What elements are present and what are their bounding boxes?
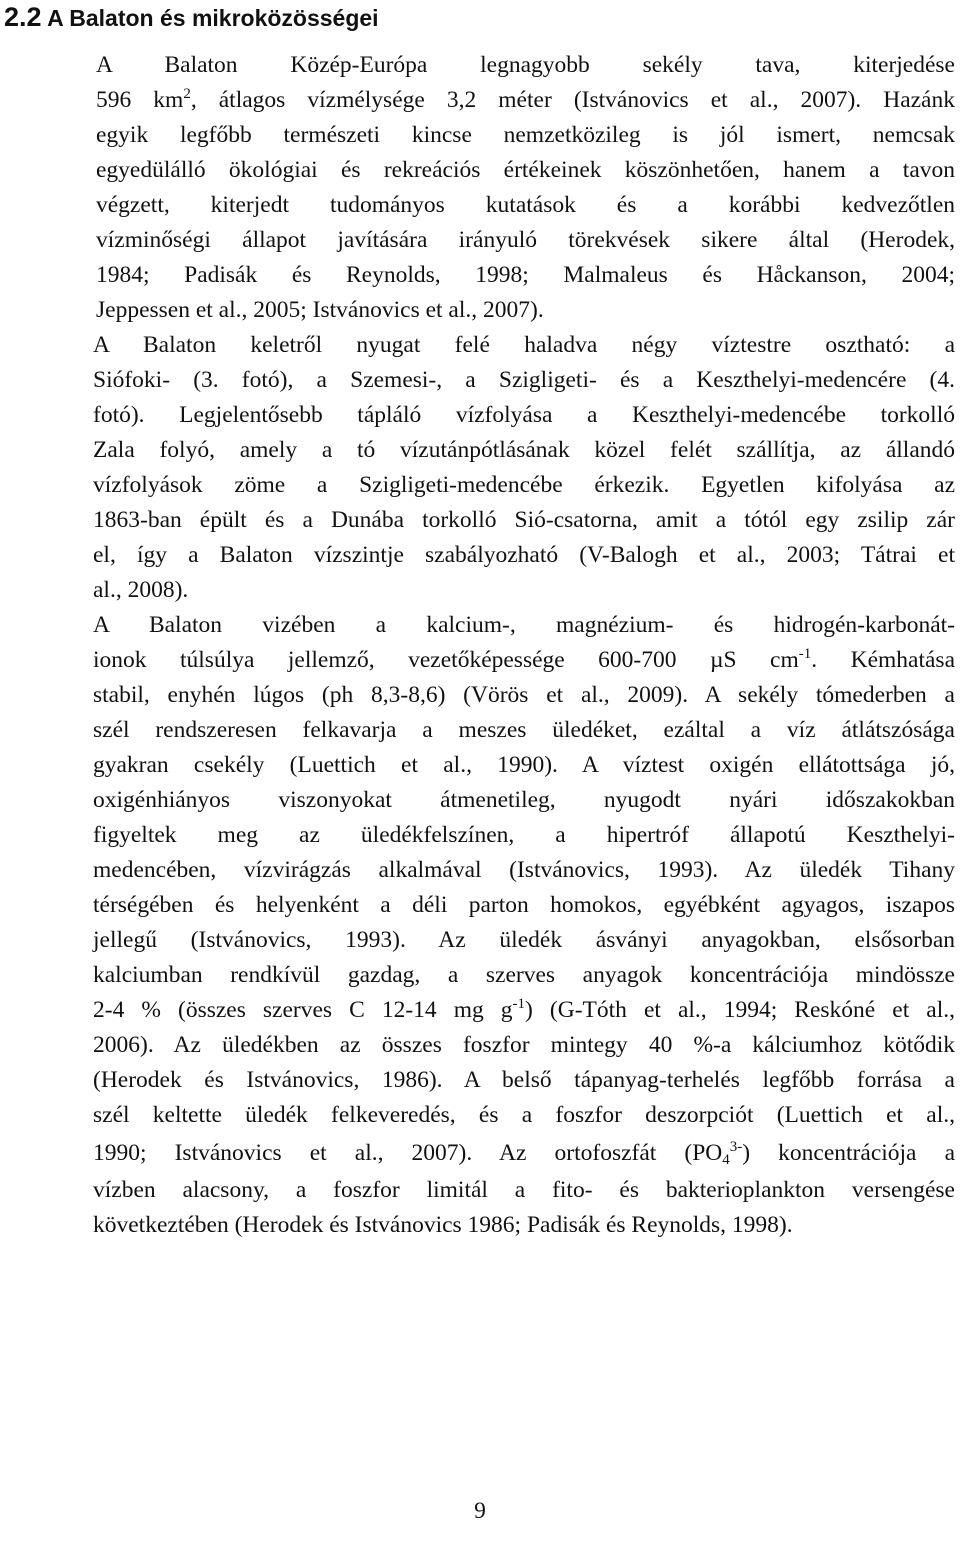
text-line: szél keltette üledék felkeveredés, és a foszfor deszorpciót (Luettich et al., — [93, 1102, 955, 1128]
text-line: 2-4 % (összes szerves C 12-14 mg $g^{-1}$) (G-Tóth et al., 1994; Reskóné et al., — [93, 996, 955, 1023]
text-line: al., 2008). — [93, 577, 189, 603]
text-line: A Balaton vizében a kalcium-, magnézium- és hidrogén-karbonát- — [93, 612, 955, 638]
text-line: 1863-ban épült és a Dunába torkolló Sió-csatorna, amit a tótól egy zsilip zár — [93, 507, 955, 533]
text-line: 1984; Padisák és Reynolds, 1998; Malmaleus és Håckanson, 2004; — [96, 262, 955, 288]
superscript: 3- — [729, 1139, 743, 1155]
text-line: oxigénhiányos viszonyokat átmenetileg, nyugodt nyári időszakokban — [93, 787, 955, 813]
text-line: 1990; Istvánovics et al., 2007). Az ortofoszfát $(PO_4^{3-})$ koncentrációja a — [93, 1139, 955, 1168]
text-line: figyeltek meg az üledékfelszínen, a hipertróf állapotú Keszthelyi- — [93, 822, 955, 848]
text-line: (Herodek és Istvánovics, 1986). A belső tápanyag-terhelés legfőbb forrása a — [93, 1067, 955, 1093]
text-line: vízminőségi állapot javítására irányuló törekvések sikere által (Herodek, — [96, 227, 955, 253]
text-line: szél rendszeresen felkavarja a meszes üledéket, ezáltal a víz átlátszósága — [93, 717, 955, 743]
text-line: el, így a Balaton vízszintje szabályozható (V-Balogh et al., 2003; Tátrai et — [93, 542, 955, 568]
text-line: vízben alacsony, a foszfor limitál a fito- és bakterioplankton versengése — [93, 1177, 955, 1203]
superscript: -1 — [512, 996, 526, 1012]
text-line: A Balaton keletről nyugat felé haladva négy víztestre osztható: a — [93, 332, 955, 358]
text-line: A Balaton Közép-Európa legnagyobb sekély tava, kiterjedése — [96, 52, 955, 78]
paragraph-1 — [4, 48, 955, 328]
text-line: ionok túlsúlya jellemző, vezetőképessége 600-700 µS $cm^{-1}$. Kémhatása — [93, 646, 956, 673]
paragraph-3 — [4, 608, 955, 1243]
section-number: 2.2 — [4, 2, 42, 32]
text-line: Siófoki- (3. fotó), a Szemesi-, a Szigligeti- és a Keszthelyi-medencére (4. — [93, 367, 955, 393]
text-line: 2006). Az üledékben az összes foszfor mintegy 40 %-a kálciumhoz kötődik — [93, 1032, 955, 1058]
text-line: stabil, enyhén lúgos (ph 8,3-8,6) (Vörös et al., 2009). A sekély tómederben a — [93, 682, 955, 708]
text-line: Zala folyó, amely a tó vízutánpótlásának közel felét szállítja, az állandó — [93, 437, 955, 463]
text-line: gyakran csekély (Luettich et al., 1990). A víztest oxigén ellátottsága jó, — [93, 752, 955, 778]
text-line: végzett, kiterjedt tudományos kutatások és a korábbi kedvezőtlen — [96, 192, 955, 218]
text-line: fotó). Legjelentősebb tápláló vízfolyása a Keszthelyi-medencébe torkolló — [93, 402, 955, 428]
text-line: 596 $km^2$, átlagos vízmélysége 3,2 méter (Istvánovics et al., 2007). Hazánk — [96, 86, 955, 113]
text-line: jellegű (Istvánovics, 1993). Az üledék ásványi anyagokban, elsősorban — [93, 927, 955, 953]
text-line: kalciumban rendkívül gazdag, a szerves anyagok koncentrációja mindössze — [93, 962, 955, 988]
text-line: medencében, vízvirágzás alkalmával (Istvánovics, 1993). Az üledék Tihany — [93, 857, 955, 883]
superscript: -1 — [798, 646, 812, 662]
text-line: egyik legfőbb természeti kincse nemzetközileg is jól ismert, nemcsak — [96, 122, 955, 148]
text-line: térségében és helyenként a déli parton homokos, egyébként agyagos, iszapos — [93, 892, 955, 918]
text-line: vízfolyások zöme a Szigligeti-medencébe érkezik. Egyetlen kifolyása az — [93, 472, 955, 498]
text-line: Jeppessen et al., 2005; Istvánovics et al., 2007). — [96, 297, 544, 323]
subscript: 4 — [722, 1152, 730, 1168]
section-title: A Balaton és mikroközösségei — [47, 5, 379, 31]
section-heading — [4, 2, 379, 33]
paragraph-2 — [4, 328, 955, 608]
body-text — [4, 48, 955, 1243]
page-number: 9 — [474, 1498, 486, 1524]
superscript: 2 — [183, 86, 191, 102]
text-line: következtében (Herodek és Istvánovics 1986; Padisák és Reynolds, 1998). — [93, 1212, 793, 1238]
text-line: egyedülálló ökológiai és rekreációs értékeinek köszönhetően, hanem a tavon — [96, 157, 955, 183]
